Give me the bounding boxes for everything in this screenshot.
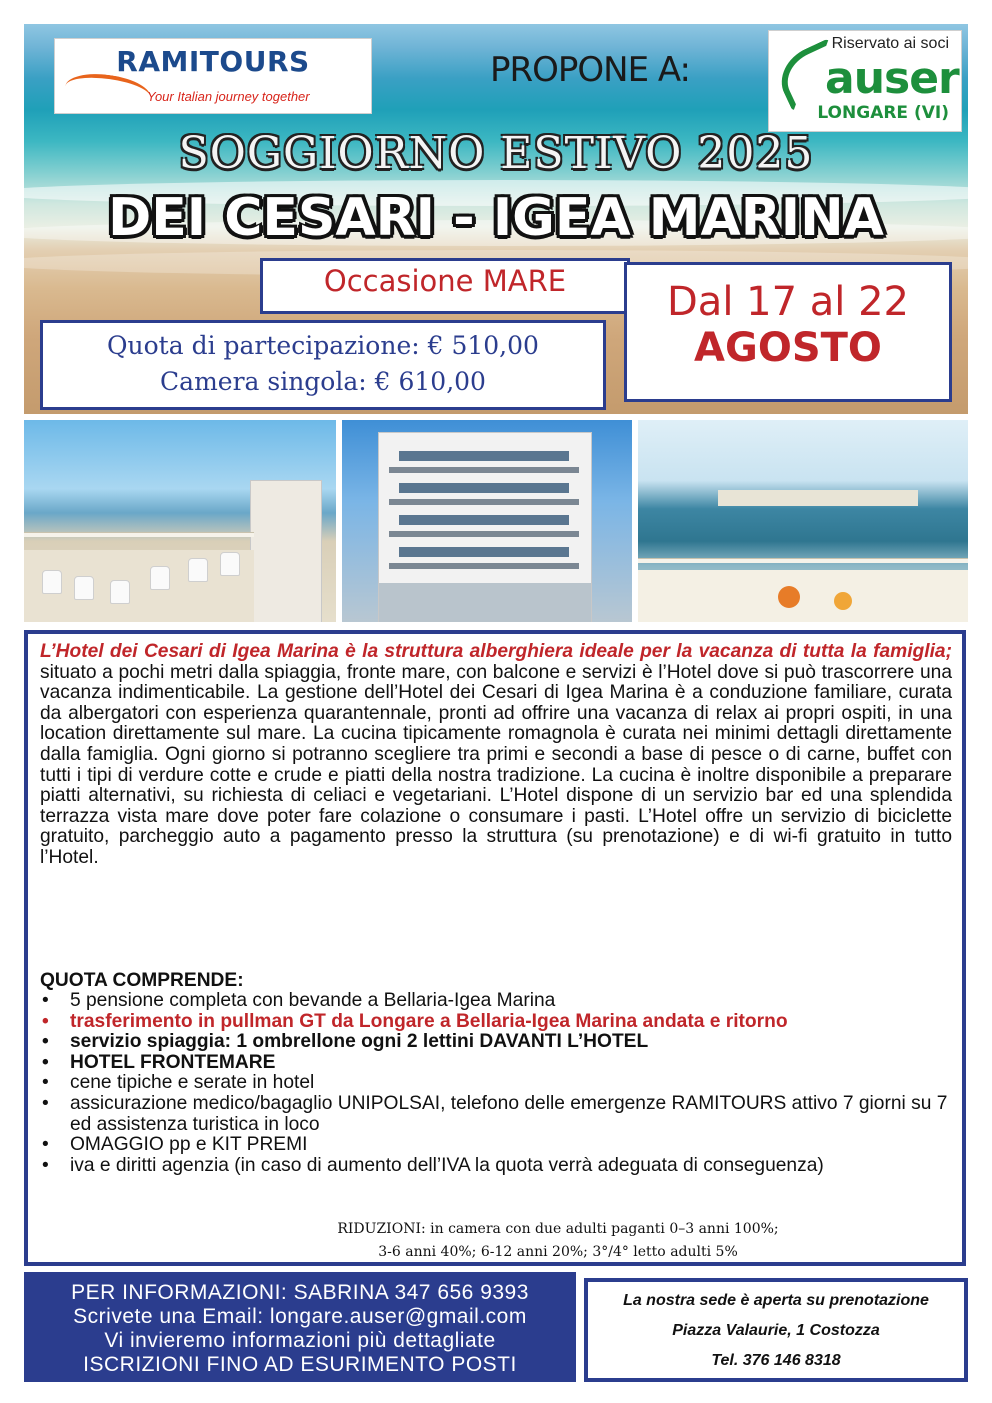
drink-icon	[834, 592, 852, 610]
title-line-2: DEI CESARI - IGEA MARINA	[108, 188, 884, 248]
item-text: OMAGGIO pp e KIT PREMI	[70, 1134, 308, 1156]
riduzioni	[278, 1218, 838, 1264]
description-box	[24, 630, 966, 1266]
window-row	[399, 483, 569, 493]
item-text: assicurazione medico/bagaglio UNIPOLSAI, telefono delle emergenze RAMITOURS attivo 7 giorni su 7 ed assistenza turistica in loco	[70, 1092, 948, 1135]
ramitours-logo	[54, 38, 372, 114]
list-item	[40, 1094, 952, 1135]
photo-sea-view	[638, 420, 968, 622]
bullet: •	[42, 1051, 49, 1073]
list-item	[40, 1135, 952, 1156]
info-email: Scrivete una Email: longare.auser@gmail.com	[73, 1305, 527, 1328]
price-box	[40, 320, 606, 410]
info-iscrizioni: ISCRIZIONI FINO AD ESURIMENTO POSTI	[83, 1353, 517, 1376]
item-text: cene tipiche e serate in hotel	[70, 1072, 315, 1094]
bullet: •	[42, 1010, 49, 1032]
table-surface	[638, 570, 968, 622]
terrace-railing	[24, 532, 254, 537]
balcony	[389, 499, 579, 505]
chair	[110, 580, 130, 604]
propone-heading: PROPONE A:	[490, 50, 690, 90]
info-box	[24, 1272, 576, 1382]
bullet: •	[42, 1134, 49, 1156]
balcony	[389, 467, 579, 473]
auser-name: auser	[825, 53, 959, 104]
window-row	[399, 515, 569, 525]
riduzioni-line-1: RIDUZIONI: in camera con due adulti paganti 0–3 anni 100%;	[337, 1221, 779, 1237]
item-text: trasferimento in pullman GT da Longare a Bellaria-Igea Marina andata e ritorno	[70, 1010, 788, 1032]
auser-riservato: Riservato ai soci	[831, 35, 949, 52]
sede-opening: La nostra sede è aperta su prenotazione	[623, 1292, 929, 1309]
chair	[188, 558, 208, 582]
bullet: •	[42, 1092, 49, 1114]
bullet: •	[42, 1031, 49, 1053]
list-item	[40, 991, 952, 1012]
includes-title: QUOTA COMPRENDE:	[40, 970, 244, 991]
item-text: iva e diritti agenzia (in caso di aumento dell’IVA la quota verrà adeguata di conseguenza)	[70, 1154, 824, 1176]
info-details: Vi invieremo informazioni più dettagliate	[104, 1329, 496, 1352]
list-item	[40, 1032, 952, 1053]
photo-terrace	[24, 420, 336, 622]
window-row	[399, 547, 569, 557]
hotel-description	[40, 642, 952, 869]
beach-huts	[718, 490, 918, 506]
item-text: servizio spiaggia: 1 ombrellone ogni 2 lettini DAVANTI L’HOTEL	[70, 1031, 649, 1053]
list-item	[40, 1073, 952, 1094]
balcony-railing	[638, 558, 968, 563]
list-item	[40, 1156, 952, 1177]
bullet: •	[42, 990, 49, 1011]
dates-range: Dal 17 al 22	[667, 279, 909, 325]
occasione-label: Occasione MARE	[323, 264, 567, 298]
info-contact: PER INFORMAZIONI: SABRINA 347 656 9393	[71, 1281, 529, 1304]
ramitours-tagline: Your Italian journey together	[147, 89, 310, 104]
bullet: •	[42, 1072, 49, 1094]
dates-month: AGOSTO	[694, 325, 882, 371]
item-text: 5 pensione completa con bevande a Bellaria-Igea Marina	[70, 990, 556, 1011]
sede-phone: Tel. 376 146 8318	[711, 1352, 841, 1369]
sede-box	[584, 1278, 968, 1382]
description-body: situato a pochi metri dalla spiaggia, fronte mare, con balcone e servizi è l’Hotel dove si può trascorrere una vacanza indimenticabile. La gestione dell’Hotel dei Cesari di Igea Marina è a conduzione familiare, curata da albergatori con esperienza quarantennale, pronti ad offrire una vacanza di relax ai propri ospiti, in una location direttamente sul mare. La cucina tipicamente romagnola è curata nei minimi dettagli direttamente dalla famiglia. Ogni giorno si potranno scegliere tra primi e secondi a base di pesce o di carne, buffet con tutti i tipi di verdure cotte e crude e piatti della nostra tradizione. La cucina è inoltre disponibile a preparare piatti alternativi, su richiesta di celiaci e vegetariani. L’Hotel dispone di un servizio bar ed una splendida terrazza vista mare dove poter fare colazione o consumare i pasti. L’Hotel offre un servizio di biciclette gratuito, parcheggio auto a pagamento presso la struttura (su prenotazione) e di wi-fi gratuito in tutto l’Hotel.	[40, 661, 952, 868]
balcony	[389, 563, 579, 569]
sede-address: Piazza Valaurie, 1 Costozza	[672, 1322, 880, 1339]
chair	[74, 576, 94, 600]
bullet: •	[42, 1154, 49, 1176]
quota-price: Quota di partecipazione: € 510,00	[107, 331, 539, 360]
auser-logo	[768, 30, 962, 132]
chair	[220, 552, 240, 576]
includes-list	[40, 991, 952, 1176]
chair	[42, 570, 62, 594]
photo-hotel-facade	[342, 420, 632, 622]
dates-box	[624, 262, 952, 402]
hotel-entrance	[379, 583, 591, 622]
list-item	[40, 1012, 952, 1033]
hotel-building	[378, 432, 592, 622]
description-highlight: L’Hotel dei Cesari di Igea Marina è la struttura alberghiera ideale per la vacanza di tutta la famiglia;	[40, 641, 952, 662]
window-row	[399, 451, 569, 461]
building-wall	[250, 480, 322, 622]
ramitours-name: RAMITOURS	[116, 45, 310, 78]
auser-location: LONGARE (VI)	[817, 103, 949, 123]
item-text: HOTEL FRONTEMARE	[70, 1051, 276, 1073]
riduzioni-line-2: 3-6 anni 40%; 6-12 anni 20%; 3°/4° letto adulti 5%	[378, 1244, 738, 1260]
drink-icon	[778, 586, 800, 608]
chair	[150, 566, 170, 590]
occasione-box	[260, 258, 630, 314]
single-room-price: Camera singola: € 610,00	[160, 367, 486, 396]
title-line-1: SOGGIORNO ESTIVO 2025	[178, 128, 814, 179]
list-item	[40, 1053, 952, 1074]
balcony	[389, 531, 579, 537]
